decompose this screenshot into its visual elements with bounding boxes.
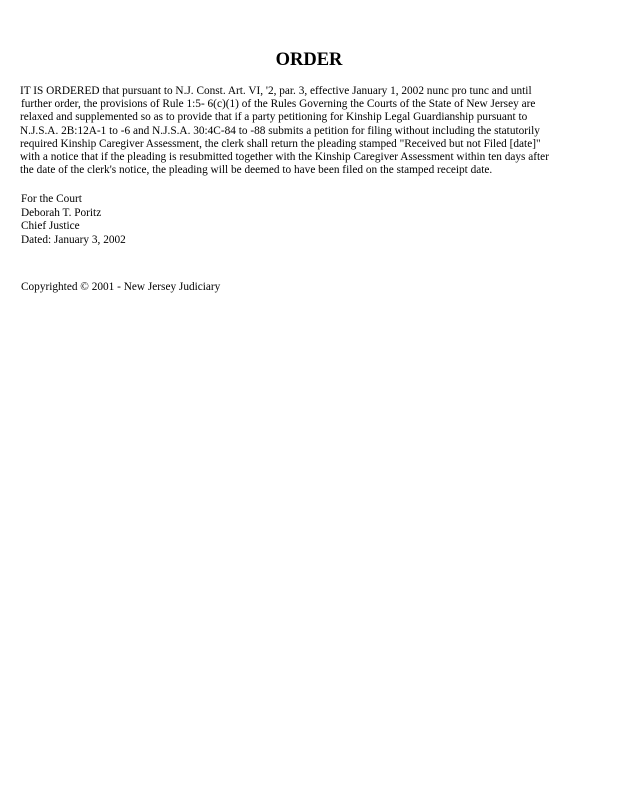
order-text-line: relaxed and supplemented so as to provide that if a party petitioning for Kinship Legal Guardianship pursuant to bbox=[20, 111, 528, 124]
order-text-line: further order, the provisions of Rule 1:5- 6(c)(1) of the Rules Governing the Courts of the State of New Jersey are bbox=[21, 98, 536, 111]
order-text-line: the date of the clerk's notice, the pleading will be deemed to have been filed on the stamped receipt date. bbox=[20, 164, 493, 177]
order-text-line: with a notice that if the pleading is resubmitted together with the Kinship Caregiver Assessment within ten days after bbox=[20, 151, 549, 164]
order-text-line: IT IS ORDERED that pursuant to N.J. Const. Art. VI, '2, par. 3, effective January 1, 2002 nunc pro tunc and until bbox=[20, 85, 532, 97]
signature-block bbox=[21, 193, 126, 247]
order-paragraph bbox=[20, 85, 605, 177]
signature-for-the-court: For the Court bbox=[21, 193, 82, 205]
page-title: ORDER bbox=[275, 50, 343, 70]
signature-name: Deborah T. Poritz bbox=[21, 206, 102, 219]
signature-role: Chief Justice bbox=[21, 220, 80, 233]
order-text-line: required Kinship Caregiver Assessment, the clerk shall return the pleading stamped "Received but not Filed [date]" bbox=[20, 137, 541, 150]
signature-date: Dated: January 3, 2002 bbox=[21, 233, 126, 246]
order-text-line: N.J.S.A. 2B:12A-1 to -6 and N.J.S.A. 30:4C-84 to -88 submits a petition for filing without including the statutorily bbox=[20, 124, 540, 137]
copyright-notice: Copyrighted © 2001 - New Jersey Judiciary bbox=[21, 281, 221, 293]
